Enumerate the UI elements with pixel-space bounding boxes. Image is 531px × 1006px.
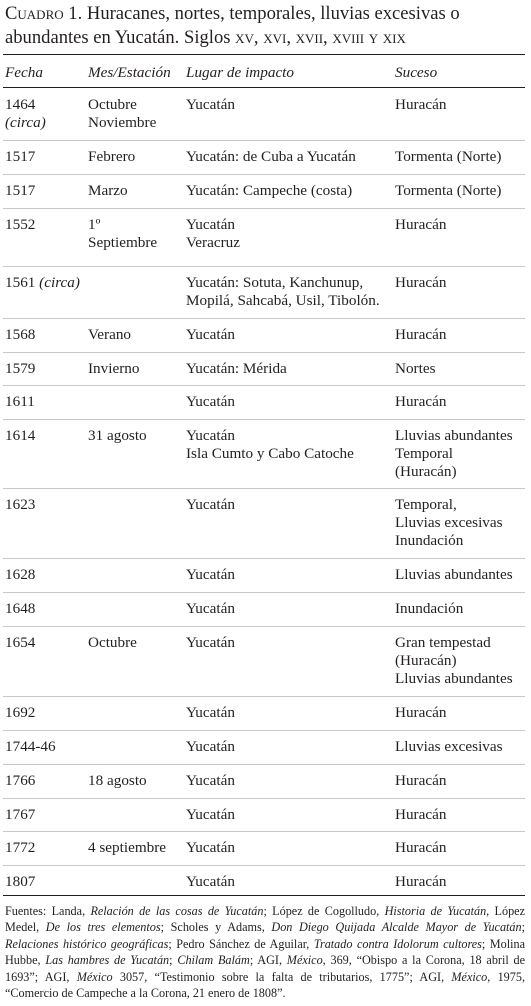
cell-suceso — [395, 148, 501, 166]
footnote-text: ; López de Cogolludo, — [263, 904, 385, 918]
caption-centuries: xv, xvi, xvii, xviii y xix — [235, 27, 406, 48]
header-mes-estacion: Mes/Estación — [88, 64, 171, 81]
row-separator — [3, 419, 525, 420]
cell-line: Febrero — [88, 148, 136, 165]
cell-fecha — [5, 738, 56, 756]
row-separator — [3, 626, 525, 627]
cell-line: Verano — [88, 326, 132, 343]
cell-fecha — [5, 873, 35, 891]
cell-line: Isla Cumto y Cabo Catoche — [186, 445, 354, 462]
cell-lugar — [186, 393, 235, 411]
cell-lugar — [186, 360, 287, 378]
cell-mes-estacion — [88, 326, 131, 344]
footnote-text: ; Molina Hubbe, — [5, 936, 526, 968]
cell-line: Huracán — [395, 839, 447, 856]
row-separator — [3, 385, 525, 386]
row-separator — [3, 140, 525, 141]
cell-line: Yucatán — [186, 96, 235, 113]
footnote-text: , López Medel, — [5, 904, 525, 935]
footnote-text: ; Pedro Sánchez de Aguilar, — [168, 936, 314, 951]
cell-mes-estacion — [88, 216, 157, 252]
cell-line: 1766 — [5, 772, 36, 789]
row-separator — [3, 865, 525, 866]
cell-line: Septiembre — [88, 234, 158, 251]
cell-line: 1517 — [5, 148, 36, 165]
cell-suceso — [395, 806, 446, 824]
cell-fecha — [5, 634, 35, 652]
footnote-title: Chilam Balám — [177, 953, 250, 968]
cell-mes-estacion — [88, 634, 137, 652]
footnote-title: Las hambres de Yucatán — [45, 953, 170, 968]
footnote-text: , 369, “Obispo a la Corona, 18 abril de 1693”; AGI, — [5, 953, 526, 984]
cell-lugar — [186, 148, 356, 166]
row-separator — [3, 352, 525, 353]
footnote-text: Fuentes: Landa, — [5, 904, 91, 918]
cell-line: 1692 — [5, 704, 36, 721]
cell-line: Lluvias abundantes — [395, 670, 513, 687]
cell-fecha — [5, 216, 35, 234]
cell-lugar — [186, 873, 235, 891]
footnote-title: Relación de las cosas de Yucatán — [90, 904, 264, 918]
cell-line: Huracán — [395, 216, 447, 233]
cell-lugar — [186, 772, 235, 790]
cell-mes-estacion — [88, 182, 128, 200]
cell-line: Yucatán: Sotuta, Kanchunup, — [186, 274, 364, 291]
cell-line: Yucatán — [186, 496, 235, 513]
footnote-title: Historia de Yucatán — [384, 904, 487, 918]
cell-line: Lluvias abundantes — [395, 566, 513, 583]
cell-lugar — [186, 566, 235, 584]
footnote-text: , 1975, “Comercio de Campeche a la Corona, 21 enero de 1808”. — [5, 969, 525, 1001]
cell-suceso — [395, 566, 513, 584]
cell-suceso — [395, 772, 446, 790]
cell-line: Lluvias abundantes — [395, 427, 513, 444]
row-separator — [3, 558, 525, 559]
cell-line: 1568 — [5, 326, 36, 343]
cell-lugar — [186, 96, 235, 114]
cell-line: 31 agosto — [88, 427, 147, 444]
caption-text: Huracanes, nortes, temporales, lluvias excesivas o abundantes en Yucatán. Siglos — [5, 3, 460, 48]
header-lugar-de-impacto: Lugar de impacto — [186, 64, 294, 81]
cell-line: 1614 — [5, 427, 36, 444]
footnote-text: ; — [521, 920, 525, 935]
cell-line: 1552 — [5, 216, 36, 233]
cell-line: Tormenta (Norte) — [395, 148, 502, 165]
cell-suceso — [395, 216, 446, 234]
cell-fecha — [5, 326, 35, 344]
cell-suceso — [395, 360, 436, 378]
cell-suceso — [395, 634, 513, 688]
cell-suceso — [395, 427, 513, 481]
cell-line: 1º — [88, 216, 101, 233]
cell-lugar — [186, 634, 235, 652]
cell-suceso — [395, 96, 446, 114]
cell-line: Yucatán — [186, 772, 235, 789]
cell-line: Yucatán — [186, 566, 235, 583]
cell-line: Invierno — [88, 360, 140, 377]
cell-mes-estacion — [88, 360, 139, 378]
cell-lugar — [186, 806, 235, 824]
cell-mes-estacion — [88, 772, 147, 790]
cell-fecha — [5, 704, 35, 722]
cell-suceso — [395, 496, 503, 550]
cell-line: Yucatán — [186, 873, 235, 890]
cell-line: 1561 (circa) — [5, 274, 80, 291]
header-suceso: Suceso — [395, 64, 438, 81]
cell-fecha — [5, 393, 35, 411]
cell-line: Huracán — [395, 326, 447, 343]
cell-fecha — [5, 566, 35, 584]
cell-line: Temporal, — [395, 496, 457, 513]
row-separator — [3, 592, 525, 593]
top-rule — [3, 54, 525, 55]
cell-suceso — [395, 274, 446, 292]
cell-line: 1628 — [5, 566, 36, 583]
cell-line: Temporal — [395, 445, 453, 462]
cell-line: Inundación — [395, 532, 464, 549]
cell-line: Yucatán — [186, 806, 235, 823]
cell-line: 1464 — [5, 96, 36, 113]
cell-lugar — [186, 326, 235, 344]
footnote-text: ; Scholes y Adams, — [160, 920, 272, 935]
cell-lugar — [186, 182, 352, 200]
cell-line: Yucatán — [186, 427, 235, 444]
caption-label: Cuadro 1. — [5, 3, 83, 24]
row-separator — [3, 764, 525, 765]
cell-line: Nortes — [395, 360, 436, 377]
footnote-text: 3057, “Testimonio sobre la falta de tributarios, 1775”; AGI, — [112, 969, 452, 984]
cell-line: 1517 — [5, 182, 36, 199]
cell-lugar — [186, 839, 235, 857]
cell-line: Yucatán — [186, 326, 235, 343]
cell-suceso — [395, 182, 501, 200]
cell-suceso — [395, 600, 463, 618]
footnote-title: Tratado contra Idolorum cultores — [313, 936, 482, 951]
cell-line: Huracán — [395, 274, 447, 291]
cell-line: 1807 — [5, 873, 36, 890]
cell-line: Octubre — [88, 634, 137, 651]
cell-line: Yucatán: de Cuba a Yucatán — [186, 148, 356, 165]
cell-line: Gran tempestad — [395, 634, 491, 651]
cell-fecha — [5, 600, 35, 618]
cell-fecha — [5, 182, 35, 200]
cell-line: Yucatán: Campeche (costa) — [186, 182, 353, 199]
header-fecha: Fecha — [5, 64, 43, 81]
cell-line: Huracán — [395, 393, 447, 410]
cell-line: (Huracán) — [395, 652, 457, 669]
cell-lugar — [186, 427, 354, 463]
row-separator — [3, 831, 525, 832]
cell-lugar — [186, 496, 235, 514]
cell-line: Marzo — [88, 182, 128, 199]
row-separator — [3, 488, 525, 489]
cell-fecha — [5, 148, 35, 166]
footnote-title: De los tres elementos — [45, 920, 161, 935]
footnote-title: México — [451, 969, 488, 984]
cell-line: 1648 — [5, 600, 36, 617]
cell-suceso — [395, 393, 446, 411]
cell-line: Yucatán — [186, 634, 235, 651]
cell-line: Octubre — [88, 96, 137, 113]
cell-line: Huracán — [395, 96, 447, 113]
cell-fecha — [5, 96, 46, 132]
footnote-title: Don Diego Quijada Alcalde Mayor de Yucatán — [271, 920, 522, 935]
cell-line: 1654 — [5, 634, 36, 651]
cell-suceso — [395, 873, 446, 891]
cell-line: Yucatán: Mérida — [186, 360, 287, 377]
cell-line: 1579 — [5, 360, 36, 377]
footnote-title: México — [286, 953, 323, 968]
cell-suceso — [395, 326, 446, 344]
row-separator — [3, 266, 525, 267]
cell-fecha — [5, 839, 35, 857]
row-separator — [3, 696, 525, 697]
row-separator — [3, 798, 525, 799]
cell-fecha — [5, 427, 35, 445]
cell-lugar — [186, 600, 235, 618]
header-rule — [3, 87, 525, 88]
cell-line: Yucatán — [186, 393, 235, 410]
cell-line: Lluvias excesivas — [395, 738, 503, 755]
cell-fecha — [5, 496, 35, 514]
cell-line: Huracán — [395, 772, 447, 789]
row-separator — [3, 318, 525, 319]
footnote-title: Relaciones histórico geográficas — [5, 936, 169, 951]
cell-mes-estacion — [88, 148, 135, 166]
cell-line: 18 agosto — [88, 772, 147, 789]
cell-line: Yucatán — [186, 704, 235, 721]
cell-mes-estacion — [88, 96, 156, 132]
cell-line: Mopilá, Sahcabá, Usil, Tibolón. — [186, 292, 380, 309]
cell-line: Noviembre — [88, 114, 157, 131]
cell-fecha — [5, 360, 35, 378]
sources-footnote — [5, 903, 525, 1001]
row-separator — [3, 208, 525, 209]
cell-lugar — [186, 704, 235, 722]
cell-suceso — [395, 738, 503, 756]
cell-mes-estacion — [88, 427, 147, 445]
cell-fecha — [5, 274, 80, 292]
cell-line: 1744-46 — [5, 738, 56, 755]
cell-lugar — [186, 216, 240, 252]
cell-line: Yucatán — [186, 738, 235, 755]
cell-line: Yucatán — [186, 839, 235, 856]
cell-line: Huracán — [395, 873, 447, 890]
cell-line: 1623 — [5, 496, 36, 513]
row-separator — [3, 174, 525, 175]
cell-line: 1772 — [5, 839, 36, 856]
footnote-text: ; — [169, 953, 178, 968]
cell-lugar — [186, 738, 235, 756]
table-caption — [5, 2, 525, 50]
cell-line: Lluvias excesivas — [395, 514, 503, 531]
cell-fecha — [5, 772, 35, 790]
cell-line: (circa) — [5, 114, 46, 131]
cell-line: Huracán — [395, 704, 447, 721]
cell-line: Huracán — [395, 806, 447, 823]
cell-line: Yucatán — [186, 600, 235, 617]
cell-line: 4 septiembre — [88, 839, 167, 856]
footnote-title: México — [76, 969, 113, 984]
cell-fecha — [5, 806, 35, 824]
cell-line: 1767 — [5, 806, 36, 823]
cell-line: 1611 — [5, 393, 35, 410]
cell-line: Veracruz — [186, 234, 240, 251]
cell-line: Tormenta (Norte) — [395, 182, 502, 199]
cell-line: Inundación — [395, 600, 464, 617]
cell-line: (Huracán) — [395, 463, 457, 480]
cell-mes-estacion — [88, 839, 166, 857]
footnote-text: ; AGI, — [249, 953, 287, 968]
cell-suceso — [395, 704, 446, 722]
cell-line: Yucatán — [186, 216, 235, 233]
cell-suceso — [395, 839, 446, 857]
bottom-rule — [3, 895, 525, 896]
cell-lugar — [186, 274, 380, 310]
row-separator — [3, 730, 525, 731]
